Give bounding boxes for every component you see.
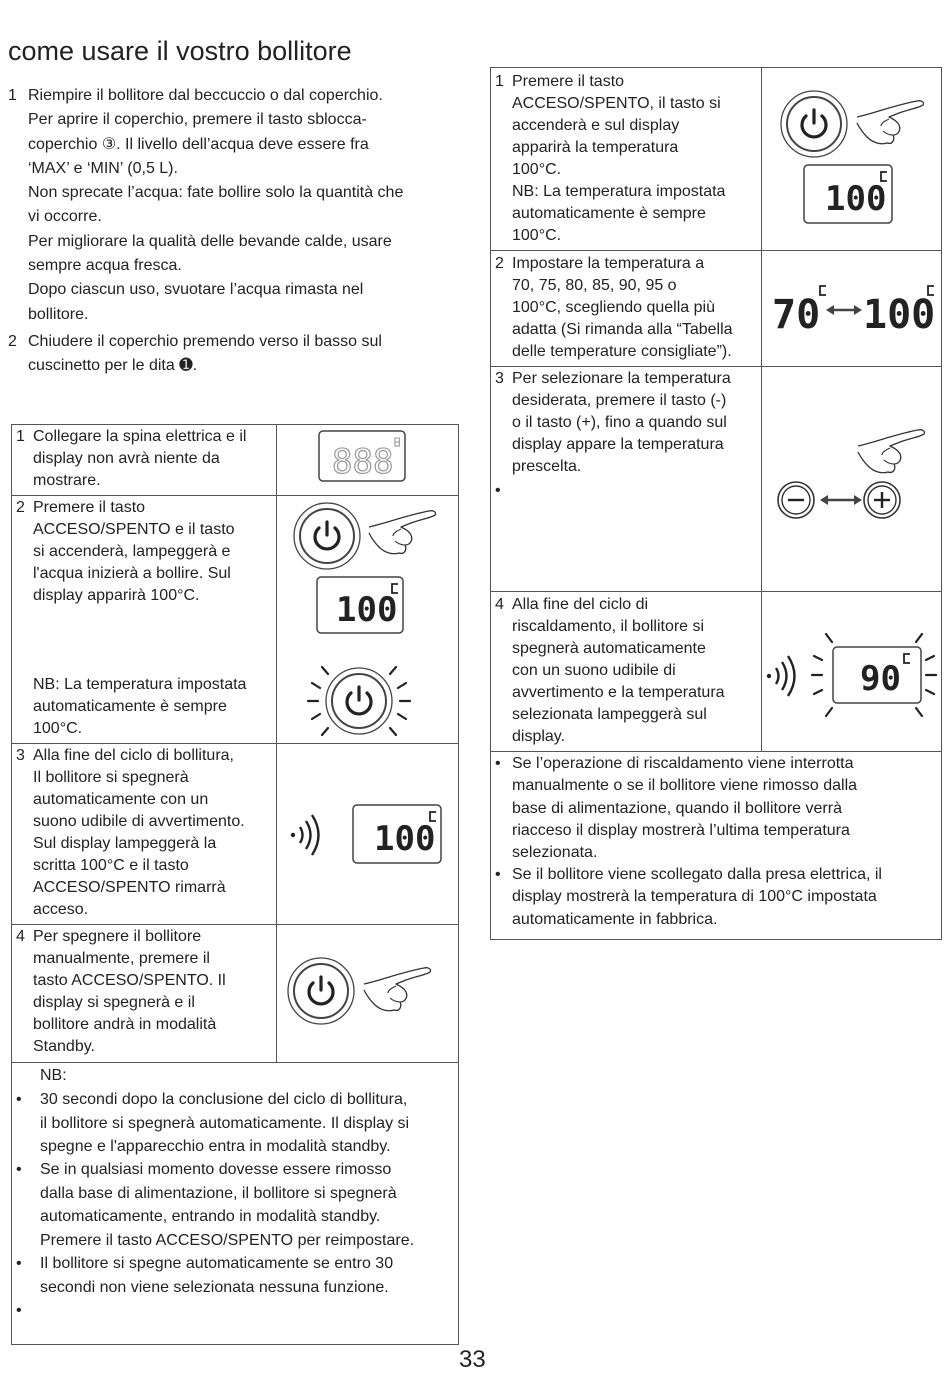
pointing-hand-icon (362, 962, 437, 1022)
display-digits: 888 (332, 442, 394, 482)
left-step-2-text (16, 497, 276, 607)
note-line: Se in qualsiasi momento dovesse essere rimosso (40, 1161, 392, 1178)
intro-line: cuscinetto per le dita ➊. (28, 357, 198, 375)
plus-icon (864, 482, 900, 518)
step-line: suono udibile di avvertimento. (33, 813, 245, 830)
step-line: display apparirà 100°C. (33, 587, 200, 604)
note-line: base di alimentazione, quando il bollitore verrà (512, 799, 842, 817)
left-note-bullet (16, 1088, 458, 1159)
right-step-3-text (495, 368, 759, 478)
note-line: selezionata. (512, 844, 598, 862)
intro-item-number: 2 (8, 333, 17, 350)
display-digits: 100 (825, 179, 887, 219)
double-arrow-icon (826, 305, 862, 315)
step-line: 100°C, scegliendo quella più (512, 299, 715, 316)
left-table-row-divider (11, 924, 459, 925)
step-line: 100°C. (512, 227, 562, 244)
note-line: manualmente o se il bollitore viene rimosso dalla (512, 777, 858, 795)
step-line: l'acqua inizierà a bollire. Sul (33, 565, 231, 582)
right-table-row-divider (490, 250, 942, 251)
pointing-hand-icon (855, 95, 930, 155)
intro-line: Dopo ciascun uso, svuotare l’acqua rimasta nel (28, 281, 364, 299)
right-table-column-divider (761, 67, 762, 751)
step-line: ACCESO/SPENTO, il tasto si (512, 95, 721, 112)
note-line: display mostrerà la temperatura di 100°C impostata (512, 888, 877, 906)
intro-item-1 (8, 84, 468, 327)
left-step-4-text (16, 926, 276, 1058)
temperature-display-icon (803, 164, 895, 231)
step-line: NB: La temperatura impostata (512, 183, 726, 200)
display-digits: 100 (336, 590, 398, 630)
note-line: il bollitore si spegnerà automaticamente. Il display si (40, 1114, 410, 1132)
right-note-bullet (495, 864, 940, 931)
left-note-heading (16, 1064, 456, 1088)
step-line: riscaldamento, il bollitore si (512, 618, 705, 635)
left-step-3-text (16, 745, 276, 921)
bullet-icon: • (495, 482, 501, 499)
step-line: accenderà e sul display (512, 117, 680, 134)
display-digits: 100 (374, 819, 436, 859)
intro-item-2 (8, 330, 468, 379)
temperature-display-icon (352, 804, 444, 871)
step-line: spegnerà automaticamente (512, 640, 706, 657)
power-button-icon (287, 957, 357, 1032)
step-line: adatta (Si rimanda alla “Tabella (512, 321, 733, 338)
step-line: Collegare la spina elettrica e il (33, 428, 247, 445)
step-line: manualmente, premere il (33, 950, 210, 967)
right-step-2-text (495, 253, 759, 363)
blinking-temperature-display-icon (808, 632, 940, 725)
step-line: delle temperature consigliate”). (512, 343, 732, 360)
bullet-icon: • (16, 1302, 22, 1319)
step-line: automaticamente è sempre (33, 698, 227, 715)
intro-line: sempre acqua fresca. (28, 257, 182, 275)
intro-item-number: 1 (8, 87, 17, 104)
right-table-row-divider (490, 366, 942, 367)
step-number: 4 (16, 928, 25, 945)
step-line: con un suono udibile di (512, 662, 676, 679)
step-line: tasto ACCESO/SPENTO. Il (33, 972, 226, 989)
step-number: 3 (16, 747, 25, 764)
left-step-1-text (16, 426, 276, 492)
note-line: riacceso il display mostrerà l’ultima temperatura (512, 821, 850, 839)
blinking-power-button-icon (306, 663, 412, 744)
pointing-hand-icon (856, 424, 931, 484)
note-line: Se l’operazione di riscaldamento viene interrotta (512, 755, 854, 772)
step-number: 2 (495, 255, 504, 272)
note-heading: NB: (40, 1067, 67, 1084)
step-line: desiderata, premere il tasto (-) (512, 392, 727, 409)
step-line: display. (512, 728, 566, 745)
page-title: come usare il vostro bollitore (8, 36, 352, 66)
left-table-row-divider (11, 1062, 459, 1063)
step-line: apparirà la temperatura (512, 139, 679, 156)
left-note-bullet (16, 1252, 458, 1299)
step-line: bollitore andrà in modalità (33, 1016, 217, 1033)
step-number: 1 (16, 428, 25, 445)
power-button-icon (780, 90, 850, 165)
step-line: scritta 100°C e il tasto (33, 857, 189, 874)
step-line: automaticamente è sempre (512, 205, 706, 222)
bullet-icon: • (495, 866, 501, 883)
step-line: Premere il tasto (512, 73, 625, 90)
step-line: avvertimento e la temperatura (512, 684, 725, 701)
intro-line: vi occorre. (28, 208, 102, 226)
step-number: 2 (16, 499, 25, 516)
right-step-4-text (495, 594, 759, 748)
left-step-2-note (16, 674, 276, 740)
bullet-icon: • (495, 755, 501, 772)
step-line: Per selezionare la temperatura (512, 370, 731, 387)
note-line: automaticamente in fabbrica. (512, 910, 718, 928)
intro-line: coperchio ③. Il livello dell’acqua deve essere fra (28, 135, 369, 153)
note-line: dalla base di alimentazione, il bollitore si spegnerà (40, 1184, 397, 1202)
step-line: Per spegnere il bollitore (33, 928, 202, 945)
right-step-1-text (495, 71, 759, 247)
step-line: 100°C. (33, 720, 83, 737)
display-digits-from: 70 (772, 292, 821, 336)
pointing-hand-icon (367, 505, 442, 565)
blank-display-icon (318, 430, 408, 490)
note-line: Premere il tasto ACCESO/SPENTO per reimpostare. (40, 1231, 415, 1249)
bullet-icon: • (16, 1255, 22, 1272)
step-number: 1 (495, 73, 504, 90)
intro-line: Per migliorare la qualità delle bevande calde, usare (28, 232, 392, 250)
display-digits: 90 (860, 659, 901, 699)
power-button-icon (293, 502, 363, 577)
step-line: Impostare la temperatura a (512, 255, 705, 272)
sound-icon (290, 813, 328, 862)
note-line: secondi non viene selezionata nessuna funzione. (40, 1278, 389, 1296)
bullet-icon: • (16, 1161, 22, 1178)
minus-icon (778, 482, 814, 518)
step-line: 70, 75, 80, 85, 90, 95 o (512, 277, 677, 294)
step-line: display non avrà niente da (33, 450, 220, 467)
note-line: automaticamente, entrando in modalità standby. (40, 1208, 381, 1225)
note-line: 30 secondi dopo la conclusione del ciclo di bollitura, (40, 1091, 408, 1108)
step-number: 4 (495, 596, 504, 613)
step-line: Il bollitore si spegnerà (33, 769, 189, 786)
step-line: Alla fine del ciclo di bollitura, (33, 747, 234, 764)
step-line: Alla fine del ciclo di (512, 596, 649, 613)
bullet-icon: • (16, 1091, 22, 1108)
right-table-row-divider (490, 591, 942, 592)
sound-icon (766, 654, 804, 703)
temperature-display-icon (316, 576, 406, 641)
note-line: spegne e l'apparecchio entra in modalità standby. (40, 1138, 391, 1155)
step-line: ACCESO/SPENTO rimarrà (33, 879, 226, 896)
step-line: display appare la temperatura (512, 436, 724, 453)
step-line: automaticamente con un (33, 791, 209, 808)
intro-line: Riempire il bollitore dal beccuccio o dal coperchio. (28, 87, 383, 104)
step-line: display si spegnerà e il (33, 994, 195, 1011)
step-line: NB: La temperatura impostata (33, 676, 247, 693)
step-line: selezionata lampeggerà sul (512, 706, 707, 723)
note-line: Se il bollitore viene scollegato dalla presa elettrica, il (512, 866, 882, 883)
step-line: Sul display lampeggerà la (33, 835, 217, 852)
intro-line: Per aprire il coperchio, premere il tasto sblocca- (28, 111, 367, 129)
page-number: 33 (459, 1346, 486, 1373)
step-number: 3 (495, 370, 504, 387)
step-line: prescelta. (512, 458, 582, 475)
intro-line: Chiudere il coperchio premendo verso il basso sul (28, 333, 382, 350)
display-digits-to: 100 (863, 292, 936, 336)
intro-line: ‘MAX’ e ‘MIN’ (0,5 L). (28, 159, 178, 177)
step-line: ACCESO/SPENTO e il tasto (33, 521, 235, 538)
left-table-row-divider (11, 495, 459, 496)
right-table-row-divider (490, 751, 942, 752)
right-note-bullet (495, 753, 940, 864)
step-line: si accenderà, lampeggerà e (33, 543, 231, 560)
intro-line: Non sprecate l’acqua: fate bollire solo la quantità che (28, 184, 404, 202)
step-line: acceso. (33, 901, 89, 918)
step-line: 100°C. (512, 161, 562, 178)
step-line: Premere il tasto (33, 499, 146, 516)
double-arrow-icon (820, 495, 862, 505)
note-line: Il bollitore si spegne automaticamente se entro 30 (40, 1255, 394, 1272)
step-line: mostrare. (33, 472, 101, 489)
left-note-bullet (16, 1158, 458, 1252)
temperature-range-icon (770, 280, 938, 341)
intro-line: bollitore. (28, 305, 89, 323)
step-line: Standby. (33, 1038, 95, 1055)
minus-plus-buttons-icon (776, 480, 906, 525)
step-line: o il tasto (+), fino a quando sul (512, 414, 727, 431)
